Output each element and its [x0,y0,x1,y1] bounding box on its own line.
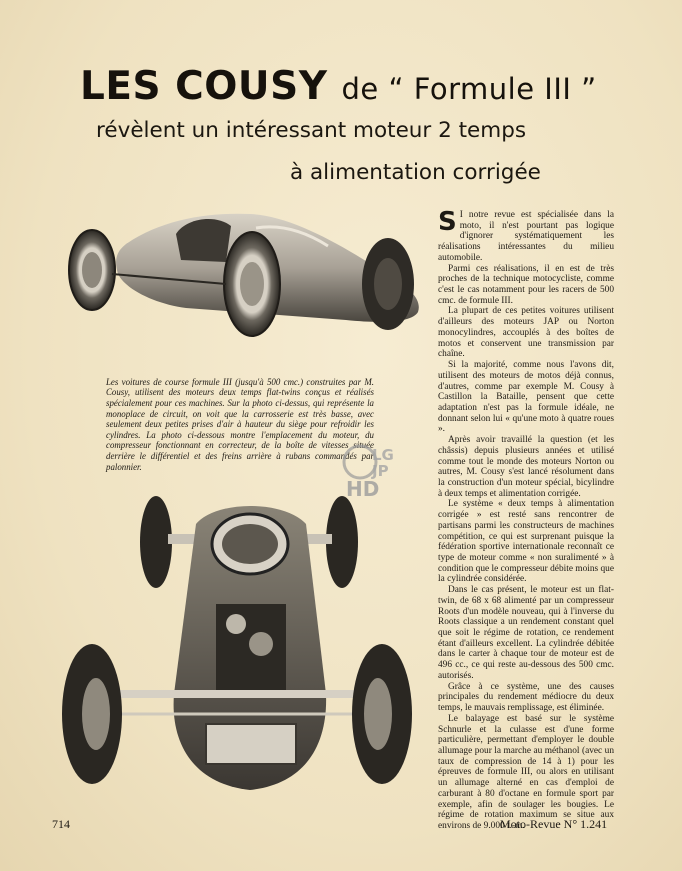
drop-cap: S [438,207,457,237]
article-paragraph-6: Le système « deux temps à alimentation corrigée » est resté sans rencontrer de partisans parmi les constructeurs de machines compétition, ce qui est surprenant puisque la fédération sportive internationale reconnaît ce type de moteur comme « non suralimenté » à condition que le compresseur débite moins que la cylindrée considérée. [438,499,614,585]
watermark-logo [338,438,412,500]
article-paragraph-2: Parmi ces réalisations, il en est de très proches de la technique motocycliste, comme c'est le cas notamment pour les racers de 500 cmc. de formule III. [438,263,614,306]
photo-race-car-side [66,204,426,356]
article-paragraph-5: Après avoir travaillé la question (et les châssis) depuis plusieurs années et utilisé comme tout le monde des moteurs Norton ou autres, M. Cousy s'est lancé résolument dans la construction d'un moteur spécial, bicylindre à deux temps et alimentation corrigée. [438,435,614,499]
article-paragraph-4: Si la majorité, comme nous l'avons dit, utilisent des moteurs de motos déjà connus, d'autres, comme par exemple M. Cousy à Castillon la Bataille, pensent que cette adaptation n'est pas la formule idéale, ne donnant selon lui « qu'une moto à quatre roues ». [438,360,614,435]
article-paragraph-7: Dans le cas présent, le moteur est un flat-twin, de 68 x 68 alimenté par un compresseur Roots d'un modèle nouveau, qui à l'inverse du Roots classique a un rendement constant quel que soit le régime de rotation, ce rendement étant d'ailleurs excellent. La cylindrée débitée dans le carter à chaque tour de moteur est de 496 cc., ce qui reste au-dessous des 500 cmc. autorisés. [438,585,614,681]
page-number: 714 [52,817,70,831]
photo-chassis-top-view [56,494,418,800]
article-paragraph-9: Le balayage est basé sur le système Schnurle et la culasse est d'une forme particulière, permettant d'employer le double allumage pour la marche au méthanol (avec un taux de compression de 14 à 1) pour les épreuves de formule III, ou alors en utilisant un allumage alterné en cas d'emploi de carburant à 80 d'octane en formule sport par exemple, afin de soulager les bougies. Le régime de rotation maximum se situe aux environs de 9.000 t.-m. [438,713,614,831]
watermark-line-3: HD [346,477,380,500]
headline-main: LES COUSY [80,64,328,109]
headline-line-2: révèlent un intéressant moteur 2 temps [96,118,527,143]
article-paragraph-1: S I notre revue est spécialisée dans la moto, il n'est pourtant pas logique d'ignorer systématiquement les réalisations intéressantes du milieu automobile. [438,207,614,263]
article-paragraph-3: La plupart de ces petites voitures utilisent d'ailleurs des moteurs JAP ou Norton monocylindres, accouplés à des boîtes de motos et conservent une transmission par chaîne. [438,306,614,360]
article-text [438,207,614,832]
photo-caption: Les voitures de course formule III (jusqu'à 500 cmc.) construites par M. Cousy, utilisent des moteurs deux temps flat-twins conçus et réalisés spécialement pour ces machines. Sur la photo ci-dessus, qui représente la monoplace de circuit, on voit que la carrosserie est très basse, avec seulement deux petites prises d'air à hauteur du siège pour refroidir les cylindres. La photo ci-dessous montre l'emplacement du moteur, du compresseur fonctionnant en correcteur, de la boîte de vitesses située derrière le différentiel et des freins arrière à rubans commandés par palonnier. [106,376,374,472]
magazine-footer [500,817,607,832]
headline-connector: de “ Formule III ” [341,72,597,106]
watermark-line-1: LG [372,446,394,464]
watermark-line-2: JP [372,462,389,480]
headline-line-3: à alimentation corrigée [290,160,541,185]
article-paragraph-8: Grâce à ce système, une des causes principales du rendement médiocre du deux temps, le mauvais remplissage, est éliminée. [438,681,614,714]
issue-number: N° 1.241 [563,817,608,831]
magazine-name: Moto-Revue [500,817,561,831]
headline [80,64,660,109]
